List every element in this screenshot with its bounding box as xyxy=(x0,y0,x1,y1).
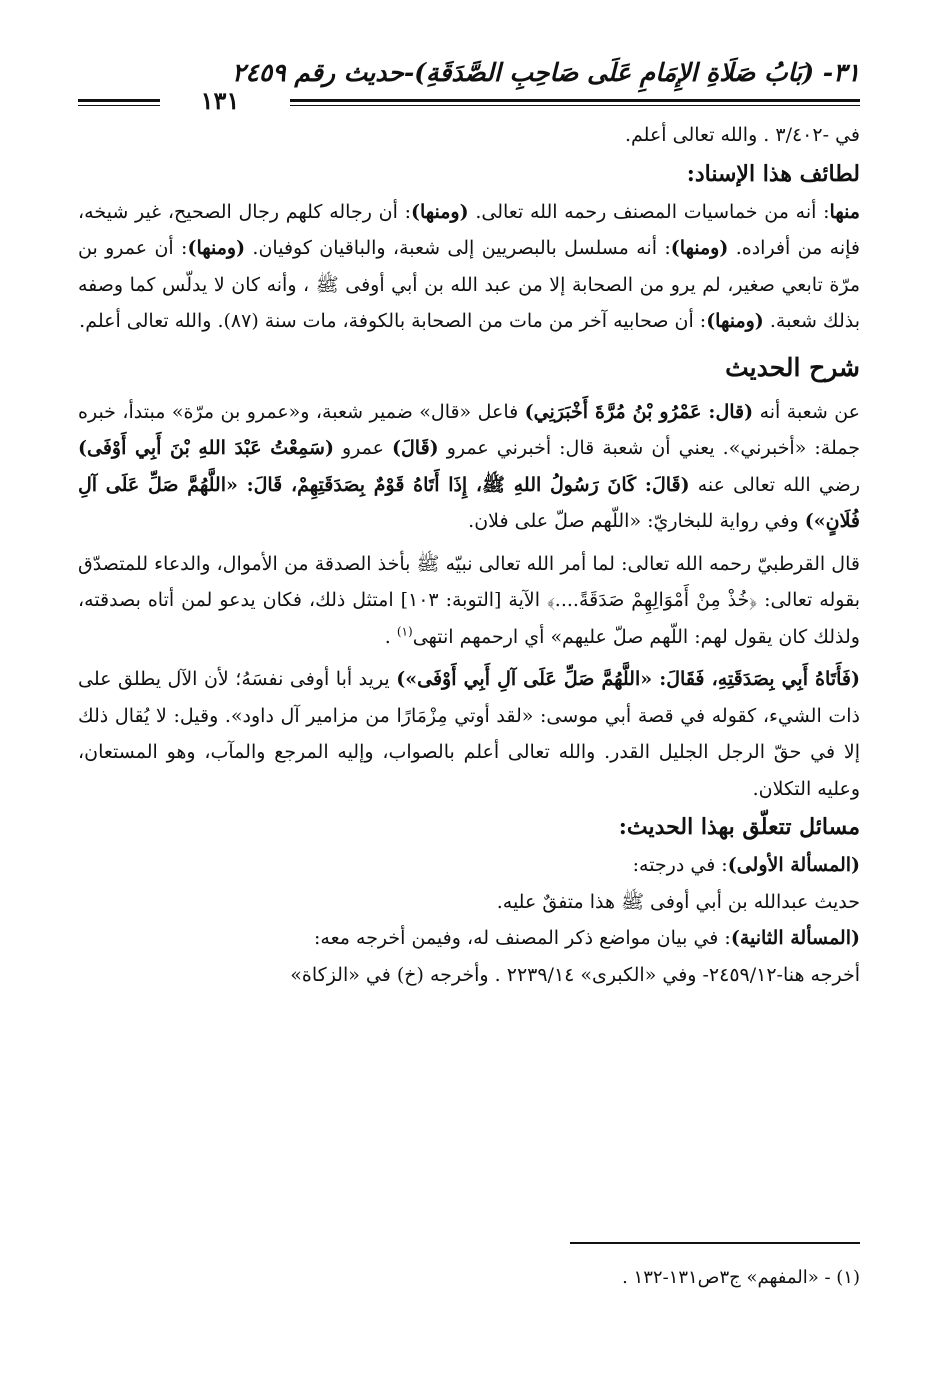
isnad-lead: (ومنها) xyxy=(706,310,764,332)
text-run: يريد أبا أوفى نفسَهُ؛ لأن الآل يطلق على ذات الشيء، كقوله في قصة أبي موسى: «لقد أوتي مِزْمَارًا من مزامير آل داود». وقيل: لا يُقال ذلك إلا في حقّ الرجل الجليل القدر. والله تعالى أعلم بالصواب، وإليه المرجع والمآب، وهو المستعان، وعليه التكلان. xyxy=(78,668,860,800)
masala-2 xyxy=(78,920,860,957)
isnad-heading: لطائف هذا الإسناد: xyxy=(686,160,860,187)
masail-heading: مسائل تتعلّق بهذا الحديث: xyxy=(618,814,860,840)
text-run: عمرو xyxy=(333,437,393,459)
isnad-text: : أنه من خماسيات المصنف رحمه الله تعالى. xyxy=(468,200,830,223)
masala-2-body: أخرجه هنا-٢٤٥٩/١٢- وفي «الكبرى» ٢٢٣٩/١٤ . وأخرجه (خ) في «الزكاة» xyxy=(290,963,860,986)
header-rule-left xyxy=(78,99,160,106)
footnote-rule xyxy=(570,1242,860,1244)
text-run: رضي الله تعالى عنه xyxy=(689,473,860,496)
page-number: ١٣١ xyxy=(200,86,240,115)
isnad-lead: (ومنها) xyxy=(410,200,469,223)
footnote: (١) - «المفهم» ج٣ص١٣١-١٣٢ . xyxy=(622,1267,860,1288)
text-run: عن شعبة أنه xyxy=(753,400,861,423)
masala-1 xyxy=(78,847,860,884)
isnad-lead: (ومنها) xyxy=(670,237,729,259)
footnote-ref: (١) xyxy=(396,624,413,639)
page-header xyxy=(78,55,860,117)
isnad-lead: (ومنها) xyxy=(187,237,246,259)
text-run: . xyxy=(384,625,397,648)
hadith-quote: (قَالَ) xyxy=(392,437,439,459)
running-title: ٣١- (بَابُ صَلَاةِ الإِمَامِ عَلَى صَاحِبِ الصَّدَقَةِ)-حديث رقم ٢٤٥٩ xyxy=(231,58,860,87)
hadith-quote: (سَمِعْتُ عَبْدَ اللهِ بْنَ أَبِي أَوْفَى) xyxy=(78,437,334,459)
isnad-text: : أنه مسلسل بالبصريين إلى شعبة، والباقيان كوفيان. xyxy=(245,237,671,259)
masala-1-body: حديث عبدالله بن أبي أوفى ﷺ هذا متفقٌ عليه. xyxy=(496,890,860,913)
qurtubi-text: قال القرطبيّ رحمه الله تعالى: لما أمر الله تعالى نبيّه ﷺ بأخذ الصدقة من الأموال، والدعاء للمتصدّق بقوله تعالى: ﴿خُذْ مِنْ أَمْوَالِهِمْ صَدَقَةً....﴾ الآية [التوبة: ١٠٣] امتثل ذلك، فكان يدعو لمن أتاه بصدقته، ولذلك كان يقول لهم: اللّهم صلّ عليهم» أي ارحمهم انتهى xyxy=(78,552,860,648)
sharh-heading: شرح الحديث xyxy=(725,352,860,382)
text-run: فاعل «قال» ضمير شعبة، و«عمرو بن مرّة» مبتدأ، خبره جملة: «أخبرني». يعني أن شعبة قال: أخبرني عمرو xyxy=(78,400,860,459)
hadith-quote: (قال: عَمْرُو بْنُ مُرَّةَ أَخْبَرَنِي) xyxy=(524,400,754,423)
isnad-paragraph xyxy=(78,194,860,340)
page-body xyxy=(78,117,860,993)
hadith-quote: (فَأَتَاهُ أَبِي بِصَدَقَتِهِ، فَقَالَ: «اللَّهُمَّ صَلِّ عَلَى آلِ أَبِي أَوْفَى») xyxy=(396,668,860,690)
masala-label: (المسألة الثانية) xyxy=(730,927,860,949)
masala-label: (المسألة الأولى) xyxy=(727,854,860,876)
intro-line: في -٣/٤٠٢ . والله تعالى أعلم. xyxy=(624,124,860,146)
masala-title: : في بيان مواضع ذكر المصنف له، وفيمن أخرجه معه: xyxy=(314,927,731,949)
book-page xyxy=(78,55,861,1288)
sharh-paragraph-2 xyxy=(78,546,860,656)
hadith-quote: (قَالَ: كَانَ رَسُولُ اللهِ ﷺ، إِذَا أَتَاهُ قَوْمٌ بِصَدَقَتِهِمْ، قَالَ: «اللَّهُمَّ صَلِّ عَلَى آلِ فُلَانٍ») xyxy=(78,473,860,532)
isnad-text: : أن رجاله كلهم رجال الصحيح، غير شيخه، فإنه من أفراده. xyxy=(78,200,861,259)
sharh-paragraph-1 xyxy=(78,394,860,540)
header-rule xyxy=(290,99,860,106)
isnad-text: : أن عمرو بن مرّة تابعي صغير، لم يرو من الصحابة إلا من عبد الله بن أبي أوفى ﷺ ، وأنه كان لا يدلّس كما وصفه بذلك شعبة. xyxy=(78,237,860,332)
sharh-paragraph-3 xyxy=(78,661,860,807)
isnad-lead: منها xyxy=(829,200,860,223)
masala-title: : في درجته: xyxy=(632,854,728,876)
isnad-text: : أن صحابيه آخر من مات من الصحابة بالكوفة، مات سنة (٨٧). والله تعالى أعلم. xyxy=(79,310,707,332)
text-run: وفي رواية للبخاريّ: «اللّهم صلّ على فلان. xyxy=(468,510,805,532)
